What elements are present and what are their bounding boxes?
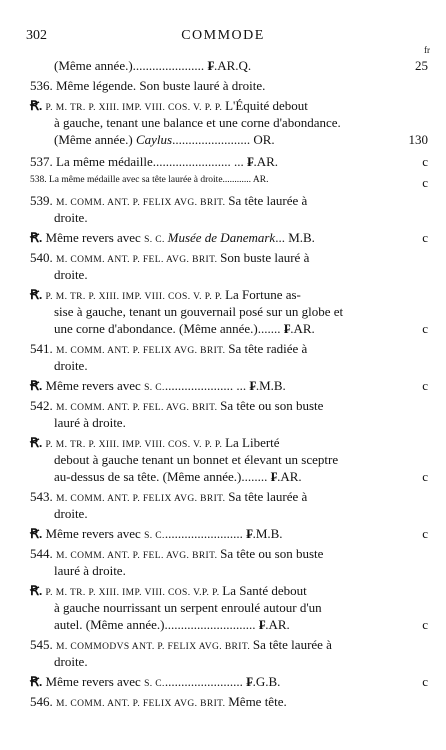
text-line bbox=[0, 398, 446, 416]
text-run: Caylus bbox=[135, 132, 173, 147]
text-run: ₣ bbox=[246, 526, 253, 541]
text-run: .AR.Q. bbox=[213, 58, 252, 73]
text-run: 540. bbox=[30, 250, 56, 265]
text-run: debout à gauche tenant un bonnet et élevant un sceptre bbox=[54, 452, 339, 467]
text-run: Même revers avec bbox=[45, 230, 145, 245]
price-value: c bbox=[422, 230, 428, 245]
line-text bbox=[30, 489, 307, 505]
text-run: .G.B. bbox=[252, 674, 281, 689]
text-run: ₣ bbox=[249, 378, 256, 393]
text-run: Sa tête ou son buste bbox=[220, 398, 324, 413]
text-line bbox=[0, 321, 446, 339]
line-text bbox=[54, 506, 88, 522]
line-text bbox=[54, 469, 302, 485]
text-run: P. M. TR. P. XIII. IMP. VIII. COS. V.P. P. bbox=[45, 588, 223, 598]
line-text bbox=[54, 210, 88, 226]
text-run: M. COMM. ANT. P. FELIX AVG. BRIT. bbox=[56, 198, 229, 208]
price-unit-label: fr bbox=[424, 45, 430, 55]
text-run: Sa tête radiée à bbox=[228, 341, 308, 356]
text-run: Ꞧ. bbox=[30, 378, 46, 393]
text-run: P. M. TR. P. XIII. IMP. VIII. COS. V. P. P. bbox=[45, 440, 226, 450]
line-text bbox=[30, 230, 315, 246]
text-run: Ꞧ. bbox=[30, 583, 46, 598]
text-run: ₣ bbox=[246, 674, 253, 689]
text-run: Ꞧ. bbox=[30, 526, 46, 541]
text-run: .AR. bbox=[265, 617, 290, 632]
text-line bbox=[0, 267, 446, 285]
text-run: L'Équité debout bbox=[225, 98, 308, 113]
text-run: 543. bbox=[30, 489, 56, 504]
text-line bbox=[0, 654, 446, 672]
line-text bbox=[30, 694, 287, 710]
text-line bbox=[0, 230, 446, 248]
text-run: S. C. bbox=[144, 679, 165, 689]
line-text bbox=[30, 341, 307, 357]
line-text bbox=[30, 78, 265, 94]
text-run: ........................ OR. bbox=[172, 132, 275, 147]
text-run: M. COMM. ANT. P. FELIX AVG. BRIT. bbox=[56, 699, 229, 709]
text-run: .AR. bbox=[277, 469, 302, 484]
price-value: c bbox=[422, 617, 428, 632]
line-text bbox=[54, 452, 338, 468]
price-value: 130 bbox=[408, 132, 428, 147]
text-run: 541. bbox=[30, 341, 56, 356]
text-run: 545. bbox=[30, 637, 56, 652]
text-run: droite. bbox=[54, 358, 88, 373]
text-run: ₣ bbox=[270, 469, 278, 484]
line-text bbox=[54, 600, 322, 616]
text-run: sise à gauche, tenant un gouvernail posé sur un globe et bbox=[54, 304, 344, 319]
text-line bbox=[0, 98, 446, 116]
text-run: droite. bbox=[54, 267, 88, 282]
line-text bbox=[30, 154, 278, 170]
text-run: Son buste lauré à bbox=[220, 250, 310, 265]
text-run: ₣ bbox=[246, 154, 254, 169]
line-text bbox=[30, 98, 308, 114]
text-line bbox=[0, 546, 446, 564]
price-value: c bbox=[422, 321, 428, 336]
text-run: Même tête. bbox=[228, 694, 287, 709]
line-text bbox=[54, 58, 251, 74]
text-run: ₣ bbox=[204, 58, 214, 73]
line-text bbox=[54, 304, 343, 320]
text-run: .M.B. bbox=[255, 378, 286, 393]
text-line bbox=[0, 378, 446, 396]
text-line bbox=[0, 526, 446, 544]
text-run: 537. La même médaille........................ ... bbox=[30, 154, 247, 169]
text-run: droite. bbox=[54, 654, 88, 669]
text-run: 544. bbox=[30, 546, 56, 561]
text-run: lauré à droite. bbox=[54, 563, 126, 578]
text-run: S. C. bbox=[144, 235, 168, 245]
text-line bbox=[0, 415, 446, 433]
text-run: 536. Même légende. Son buste lauré à droite. bbox=[30, 78, 266, 93]
text-line bbox=[0, 287, 446, 305]
text-line bbox=[0, 175, 446, 193]
text-run: Même revers avec bbox=[45, 674, 145, 689]
text-run: (Même année.) bbox=[54, 132, 136, 147]
text-run: ..................... ... bbox=[164, 378, 250, 393]
text-line bbox=[0, 358, 446, 376]
text-run: La Liberté bbox=[225, 435, 280, 450]
price-value: c bbox=[422, 526, 428, 541]
price-value: c bbox=[422, 154, 428, 169]
text-run: M. COMM. ANT. P. FEL. AVG. BRIT. bbox=[56, 551, 221, 561]
text-line bbox=[0, 250, 446, 268]
text-run: (Même année.)...................... bbox=[54, 58, 205, 73]
text-run: M. COMM. ANT. P. FEL. AVG. BRIT. bbox=[56, 403, 221, 413]
text-run: ₣ bbox=[283, 321, 291, 336]
text-run: Ꞧ. bbox=[30, 230, 46, 245]
line-text bbox=[54, 617, 290, 633]
text-line bbox=[0, 674, 446, 692]
text-line bbox=[0, 637, 446, 655]
text-run: au-dessus de sa tête. (Même année.)........ bbox=[54, 469, 271, 484]
text-run: Sa tête laurée à bbox=[228, 489, 308, 504]
line-text bbox=[30, 435, 280, 451]
text-line bbox=[0, 210, 446, 228]
price-value: c bbox=[422, 674, 428, 689]
text-run: .AR. bbox=[253, 154, 279, 169]
line-text bbox=[54, 321, 315, 337]
text-run: .AR. bbox=[290, 321, 315, 336]
text-run: 542. bbox=[30, 398, 56, 413]
text-run: Sa tête laurée à bbox=[252, 637, 332, 652]
line-text bbox=[30, 546, 323, 562]
text-run: Ꞧ. bbox=[30, 435, 46, 450]
text-run: 546. bbox=[30, 694, 56, 709]
text-line bbox=[0, 563, 446, 581]
text-run: ........................ bbox=[164, 674, 247, 689]
text-run: ........................ bbox=[164, 526, 247, 541]
line-text bbox=[30, 398, 323, 414]
line-text bbox=[30, 674, 280, 690]
text-line bbox=[0, 489, 446, 507]
line-text bbox=[54, 132, 275, 148]
line-text bbox=[30, 175, 268, 185]
text-run: La Fortune as- bbox=[225, 287, 301, 302]
text-line bbox=[0, 193, 446, 211]
text-run: ₣ bbox=[258, 617, 266, 632]
text-run: 538. La même médaille avec sa tête laurée à droite............ AR. bbox=[30, 175, 269, 185]
text-run: Ꞧ. bbox=[30, 674, 46, 689]
page-number: 302 bbox=[26, 28, 47, 43]
text-line bbox=[0, 435, 446, 453]
text-run: Même revers avec bbox=[45, 378, 145, 393]
price-value: 25 bbox=[415, 58, 428, 73]
text-run: à gauche, tenant une balance et une corne d'abondance. bbox=[54, 115, 341, 130]
text-line bbox=[0, 694, 446, 712]
text-run: droite. bbox=[54, 210, 88, 225]
text-run: M. COMM. ANT. P. FEL. AVG. BRIT. bbox=[56, 255, 221, 265]
text-run: .M.B. bbox=[252, 526, 283, 541]
price-value: c bbox=[422, 469, 428, 484]
price-value: c bbox=[422, 378, 428, 393]
line-text bbox=[54, 267, 88, 283]
text-run: 539. bbox=[30, 193, 56, 208]
text-run: Ꞧ. bbox=[30, 98, 46, 113]
text-run: Ꞧ. bbox=[30, 287, 46, 302]
text-run: P. M. TR. P. XIII. IMP. VIII. COS. V. P. P. bbox=[45, 103, 226, 113]
text-run: M. COMMODVS ANT. P. FELIX AVG. BRIT. bbox=[56, 642, 253, 652]
price-value: c bbox=[422, 175, 428, 190]
text-run: S. C. bbox=[144, 383, 165, 393]
text-run: Musée de Danemark bbox=[167, 230, 276, 245]
line-text bbox=[30, 637, 332, 653]
text-run: une corne d'abondance. (Même année.)....... bbox=[54, 321, 284, 336]
text-line bbox=[0, 115, 446, 133]
text-run: lauré à droite. bbox=[54, 415, 126, 430]
line-text bbox=[30, 287, 301, 303]
text-run: P. M. TR. P. XIII. IMP. VIII. COS. V. P. P. bbox=[45, 292, 226, 302]
text-line bbox=[0, 341, 446, 359]
line-text bbox=[30, 193, 307, 209]
line-text bbox=[30, 583, 307, 599]
page-title: COMMODE bbox=[181, 28, 265, 43]
line-text bbox=[54, 415, 126, 431]
text-run: ... M.B. bbox=[275, 230, 315, 245]
text-line bbox=[0, 617, 446, 635]
line-text bbox=[54, 563, 126, 579]
line-text bbox=[30, 250, 309, 266]
text-line bbox=[0, 78, 446, 96]
line-text bbox=[30, 378, 286, 394]
text-run: S. C. bbox=[144, 531, 165, 541]
text-run: Sa tête ou son buste bbox=[220, 546, 324, 561]
text-line bbox=[0, 58, 446, 76]
text-line bbox=[0, 132, 446, 150]
text-run: M. COMM. ANT. P. FELIX AVG. BRIT. bbox=[56, 494, 229, 504]
text-run: autel. (Même année.)............................ bbox=[54, 617, 259, 632]
text-run: Sa tête laurée à bbox=[228, 193, 308, 208]
text-line bbox=[0, 600, 446, 618]
text-run: droite. bbox=[54, 506, 88, 521]
text-line bbox=[0, 506, 446, 524]
line-text bbox=[54, 654, 88, 670]
line-text bbox=[54, 358, 88, 374]
text-run: La Santé debout bbox=[222, 583, 307, 598]
text-line bbox=[0, 154, 446, 172]
text-line bbox=[0, 583, 446, 601]
text-line bbox=[0, 469, 446, 487]
line-text bbox=[30, 526, 283, 542]
text-line bbox=[0, 304, 446, 322]
text-run: Même revers avec bbox=[45, 526, 145, 541]
text-run: à gauche nourrissant un serpent enroulé autour d'un bbox=[54, 600, 322, 615]
text-run: M. COMM. ANT. P. FELIX AVG. BRIT. bbox=[56, 346, 229, 356]
text-line bbox=[0, 452, 446, 470]
line-text bbox=[54, 115, 341, 131]
